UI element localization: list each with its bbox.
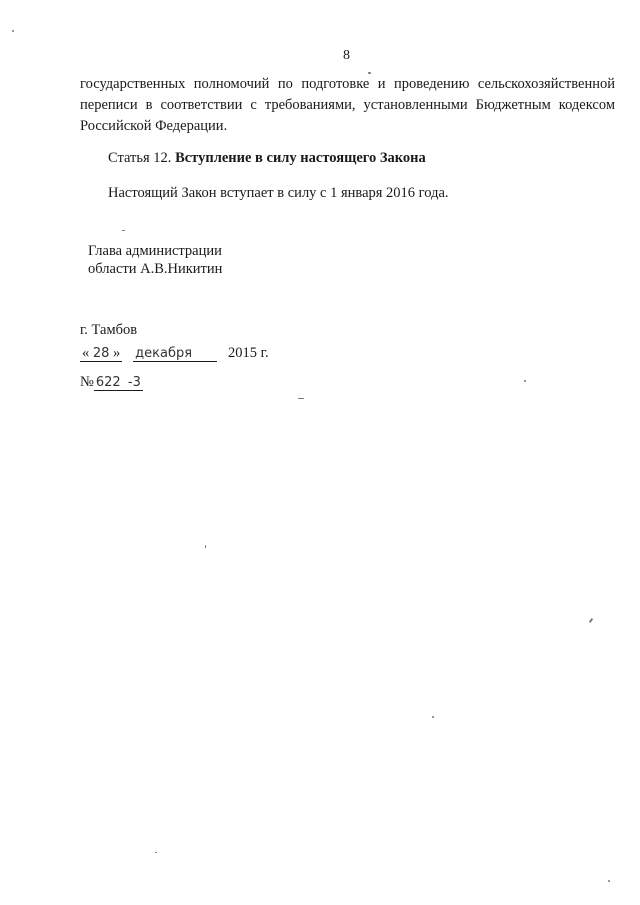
paragraph-line: Российской Федерации. [80,118,228,134]
article-heading [108,150,426,167]
scan-speck [205,545,206,548]
scan-speck [12,30,14,32]
place: г. Тамбов [80,322,138,338]
scan-speck [589,618,594,623]
number-field [94,375,143,391]
continuation-paragraph [80,74,615,137]
date-month: декабря [135,346,193,361]
date-day-field [80,346,122,362]
scan-speck [122,230,125,231]
close-quote: » [113,345,121,361]
signature-block [88,242,222,278]
article-text: Настоящий Закон вступает в силу с 1 января 2016 года. [108,185,449,201]
date-year: 2015 г. [228,345,269,361]
page-number: 8 [343,48,350,63]
date-line [80,345,269,362]
number-suffix: -3 [127,375,141,390]
number-line [80,374,143,391]
article-number: Статья 12. [108,150,172,166]
open-quote: « [82,345,90,361]
date-day: 28 [92,346,110,361]
scan-speck [432,716,434,718]
scan-speck [608,880,610,882]
scan-speck [368,72,371,74]
date-month-field [133,346,217,362]
signature-title: Глава администрации [88,243,222,259]
paragraph-line: переписи в соответствии с требованиями, установленными Бюджетным кодексом [80,97,615,113]
number-prefix: № [80,374,94,390]
article-title: Вступление в силу настоящего Закона [175,150,426,166]
scan-speck [298,398,304,399]
paragraph-line: государственных полномочий по подготовке и проведению сельскохозяйственной [80,76,615,92]
signature-name: области А.В.Никитин [88,261,223,277]
scan-speck [524,380,526,382]
number-value: 622 [95,375,121,390]
scan-speck [155,852,157,853]
